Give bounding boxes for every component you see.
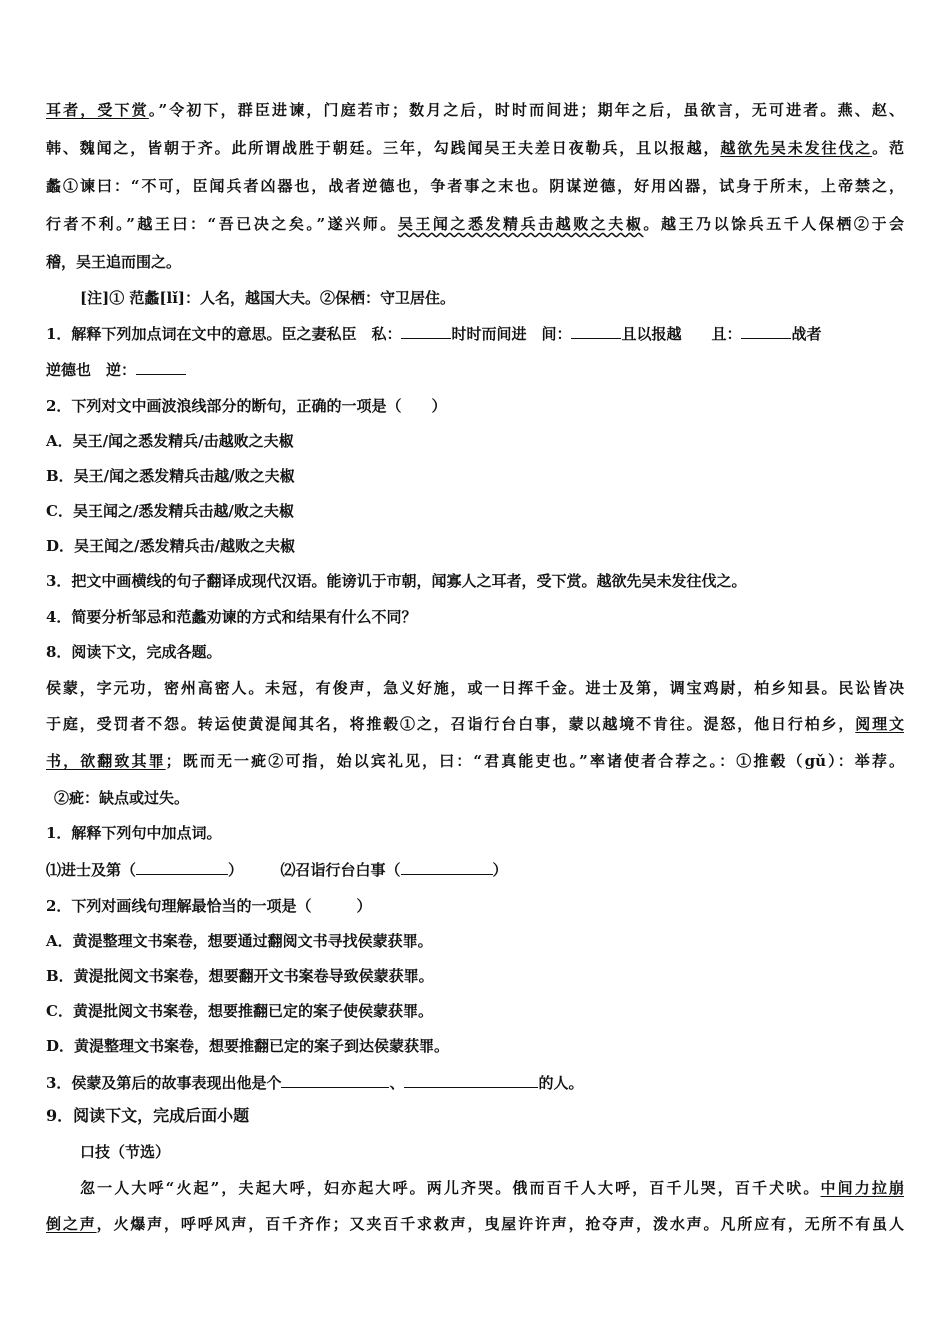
section8-line1: 侯蒙，字元功，密州高密人。未冠，有俊声，急义好施，或一日挥千金。进士及第，调宝鸡尉，柏乡知县。民讼皆决 — [46, 679, 904, 697]
answer-blank[interactable] — [401, 322, 451, 339]
section8-line4: ②疵：缺点或过失。 — [54, 789, 190, 807]
q2-option-d: D．吴王闻之/悉发精兵击/越败之夫椒 — [46, 537, 295, 555]
section9-line1: 忽一人大呼“火起”，夫起大呼，妇亦起大呼。两儿齐哭。俄而百千人大呼，百千儿哭，百千犬吠。中间力拉崩 — [80, 1179, 904, 1197]
answer-blank[interactable] — [401, 858, 493, 875]
passage1-line1: 耳者，受下赏。”令初下，群臣进谏，门庭若市；数月之后，时时而间进；期年之后，虽欲言，无可进者。燕、赵、 — [46, 101, 904, 119]
passage1-line2: 韩、魏闻之，皆朝于齐。此所谓战胜于朝廷。三年，勾践闻吴王夫差日夜勒兵，且以报越，越欲先吴未发往伐之。范 — [46, 139, 904, 157]
q1-line2: 逆德也 逆： — [46, 358, 186, 380]
answer-blank[interactable] — [571, 322, 621, 339]
underlined-sentence: 书，欲翻致其罪 — [46, 752, 166, 770]
q2-option-a: A．吴王/闻之悉发精兵/击越败之夫椒 — [46, 432, 294, 450]
underlined-sentence: 中间力拉崩 — [820, 1179, 904, 1197]
section8-q2-option-b: B．黄湜批阅文书案卷，想要翻开文书案卷导致侯蒙获罪。 — [46, 967, 434, 985]
q4-text: 4．简要分析邹忌和范蠡劝谏的方式和结果有什么不同？ — [46, 608, 417, 626]
section8-q2-option-c: C．黄湜批阅文书案卷，想要推翻已定的案子使侯蒙获罪。 — [46, 1002, 433, 1020]
q3-text: 3．把文中画横线的句子翻译成现代汉语。能谤讥于市朝，闻寡人之耳者，受下赏。越欲先吴未发往伐之。 — [46, 572, 747, 590]
answer-blank[interactable] — [136, 858, 228, 875]
answer-blank[interactable] — [136, 358, 186, 375]
underlined-sentence: 耳者，受下赏 — [46, 101, 149, 119]
section8-q2: 2．下列对画线句理解最恰当的一项是（ ） — [46, 897, 372, 915]
section8-q1: 1．解释下列句中加点词。 — [46, 824, 222, 842]
q2-option-b: B．吴王/闻之悉发精兵击越/败之夫椒 — [46, 467, 295, 485]
section8-q2-option-a: A．黄湜整理文书案卷，想要通过翻阅文书寻找侯蒙获罪。 — [46, 932, 433, 950]
q2-stem: 2．下列对文中画波浪线部分的断句，正确的一项是（ ） — [46, 397, 447, 415]
passage1-line5: 稽，吴王追而围之。 — [46, 253, 182, 271]
passage1-note: [注]① 范蠡[lǐ]：人名，越国大夫。②保栖：守卫居住。 — [80, 289, 456, 307]
section9-subtitle: 口技（节选） — [80, 1143, 171, 1161]
section8-q1-items: ⑴进士及第（ ） ⑵召诣行台白事（ ） — [46, 858, 508, 880]
underlined-sentence: 倒之声 — [46, 1215, 97, 1233]
section8-line2: 于庭，受罚者不怨。转运使黄湜闻其名，将推毂①之，召诣行台白事，蒙以越境不肯往。湜怒，他日行柏乡，阅理文 — [46, 715, 904, 733]
underlined-sentence: 阅理文 — [855, 715, 904, 733]
section8-q2-option-d: D．黄湜整理文书案卷，想要推翻已定的案子到达侯蒙获罪。 — [46, 1037, 450, 1055]
section9-line2: 倒之声，火爆声，呼呼风声，百千齐作；又夹百千求救声，曳屋许许声，抢夺声，泼水声。凡所应有，无所不有虽人 — [46, 1215, 904, 1233]
section8-line3: 书，欲翻致其罪；既而无一疵②可指，始以宾礼见，曰：“君真能吏也。”率诸使者合荐之。：①推毂（gǔ）：举荐。 — [46, 752, 904, 770]
section9-title: 9．阅读下文，完成后面小题 — [46, 1106, 250, 1125]
section8-q3: 3．侯蒙及第后的故事表现出他是个 、 的人。 — [46, 1071, 583, 1093]
q1-line1: 1．解释下列加点词在文中的意思。臣之妻私臣 私： 时时而间进 间： 且以报越 且： 战者 — [46, 322, 822, 344]
passage1-line4: 行者不利。”越王曰：“吾已决之矣。”遂兴师。吴王闻之悉发精兵击越败之夫椒。越王乃以馀兵五千人保栖②于会 — [46, 215, 904, 233]
underlined-sentence: 越欲先吴未发往伐之 — [720, 139, 873, 157]
answer-blank[interactable] — [281, 1071, 389, 1088]
section8-title: 8．阅读下文，完成各题。 — [46, 643, 222, 661]
passage1-line3: 蠡①谏曰：“不可，臣闻兵者凶器也，战者逆德也，争者事之末也。阴谋逆德，好用凶器，试身于所末，上帝禁之， — [46, 177, 904, 195]
answer-blank[interactable] — [741, 322, 791, 339]
wavy-underlined-sentence: 吴王闻之悉发精兵击越败之夫椒 — [397, 215, 644, 233]
q2-option-c: C．吴王闻之/悉发精兵击越/败之夫椒 — [46, 502, 294, 520]
answer-blank[interactable] — [404, 1071, 538, 1088]
